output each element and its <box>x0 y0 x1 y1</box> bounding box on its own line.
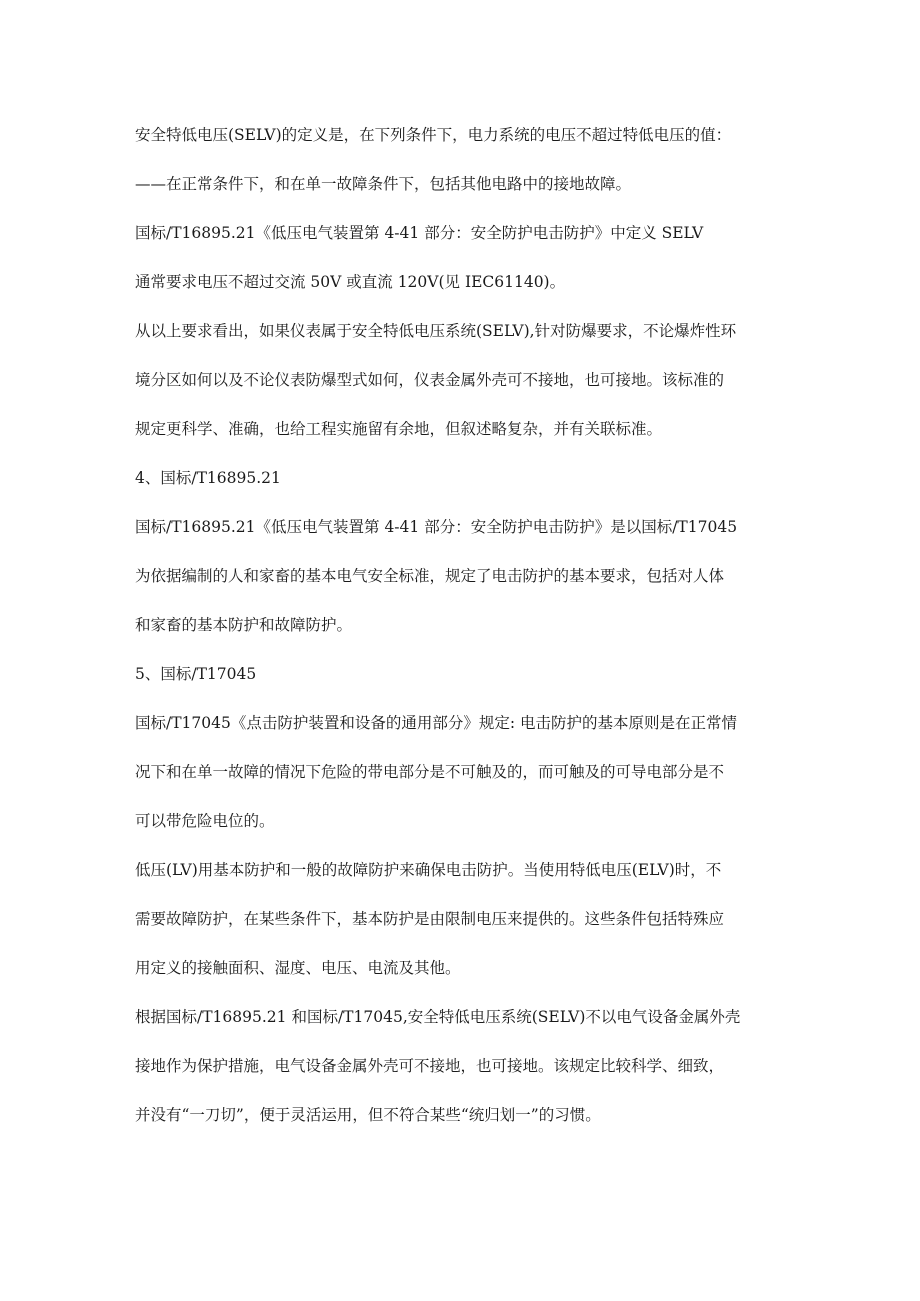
text-line: 从以上要求看出，如果仪表属于安全特低电压系统(SELV),针对防爆要求，不论爆炸性环 <box>135 322 737 340</box>
text-line: 接地作为保护措施，电气设备金属外壳可不接地，也可接地。该规定比较科学、细致， <box>135 1057 725 1075</box>
text-line: 根据国标/T16895.21 和国标/T17045,安全特低电压系统(SELV)不以电气设备金属外壳 <box>135 1008 741 1026</box>
text-line: ——在正常条件下，和在单一故障条件下，包括其他电路中的接地故障。 <box>135 175 632 193</box>
section-heading: 5、国标/T17045 <box>135 665 257 683</box>
text-line: 通常要求电压不超过交流 50V 或直流 120V(见 IEC61140)。 <box>135 273 566 291</box>
text-line: 为依据编制的人和家畜的基本电气安全标准，规定了电击防护的基本要求，包括对人体 <box>135 567 725 585</box>
text-line: 安全特低电压(SELV)的定义是，在下列条件下，电力系统的电压不超过特低电压的值： <box>135 126 732 144</box>
text-line: 境分区如何以及不论仪表防爆型式如何，仪表金属外壳可不接地，也可接地。该标准的 <box>135 371 725 389</box>
text-line: 并没有“一刀切”，便于灵活运用，但不符合某些“统归划一”的习惯。 <box>135 1106 601 1124</box>
section-heading: 4、国标/T16895.21 <box>135 469 281 487</box>
text-line: 可以带危险电位的。 <box>135 812 275 830</box>
text-line: 用定义的接触面积、湿度、电压、电流及其他。 <box>135 959 461 977</box>
text-line: 国标/T16895.21《低压电气装置第 4-41 部分：安全防护电击防护》是以国标/T17045 <box>135 518 738 536</box>
text-line: 况下和在单一故障的情况下危险的带电部分是不可触及的，而可触及的可导电部分是不 <box>135 763 725 781</box>
text-line: 需要故障防护，在某些条件下，基本防护是由限制电压来提供的。这些条件包括特殊应 <box>135 910 725 928</box>
text-line: 和家畜的基本防护和故障防护。 <box>135 616 353 634</box>
text-line: 国标/T17045《点击防护装置和设备的通用部分》规定: 电击防护的基本原则是在正常情 <box>135 714 738 732</box>
text-line: 国标/T16895.21《低压电气装置第 4-41 部分：安全防护电击防护》中定义 SELV <box>135 224 704 242</box>
text-line: 规定更科学、准确，也给工程实施留有余地，但叙述略复杂，并有关联标准。 <box>135 420 663 438</box>
text-line: 低压(LV)用基本防护和一般的故障防护来确保电击防护。当使用特低电压(ELV)时，不 <box>135 861 722 879</box>
